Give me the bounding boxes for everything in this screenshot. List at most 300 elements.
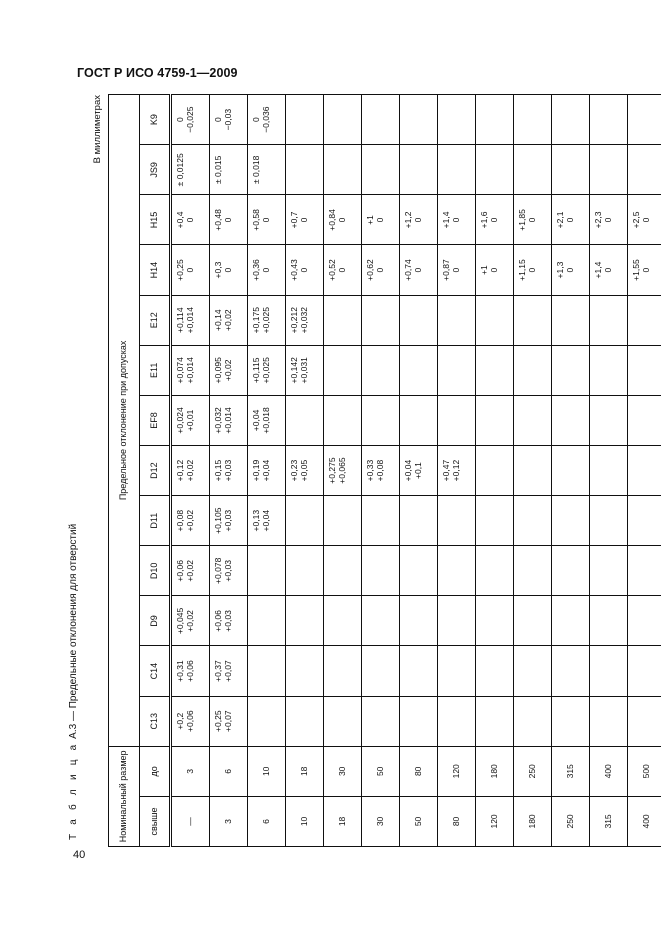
cell-value: +0,33 bbox=[365, 459, 375, 482]
deviation-cell bbox=[171, 395, 210, 445]
page-number: 40 bbox=[73, 849, 86, 861]
cell-value: +0,31 bbox=[175, 660, 185, 682]
deviation-cell bbox=[362, 646, 400, 696]
cell-value: 0 bbox=[450, 217, 461, 223]
deviation-cell bbox=[628, 446, 661, 496]
cell-value: 0 bbox=[526, 217, 537, 223]
deviation-cell bbox=[171, 145, 210, 195]
deviation-cell bbox=[514, 295, 552, 345]
column-header: D11 bbox=[140, 496, 171, 546]
table-row bbox=[628, 95, 661, 847]
deviation-cell bbox=[324, 95, 362, 145]
cell-value: +0,23 bbox=[289, 459, 299, 482]
deviation-cell bbox=[171, 345, 210, 395]
cell-value: +0,045 bbox=[175, 607, 185, 635]
nominal-size-cell bbox=[324, 796, 362, 846]
deviation-cell bbox=[286, 245, 324, 295]
cell-value: 3 bbox=[222, 819, 233, 824]
deviation-cell bbox=[476, 496, 514, 546]
cell-value: 0 bbox=[336, 267, 347, 273]
cell-value: 0 bbox=[175, 117, 185, 123]
cell-value: 18 bbox=[298, 766, 309, 777]
deviation-cell bbox=[286, 446, 324, 496]
cell-value: 10 bbox=[260, 766, 271, 777]
cell-value: +0,02 bbox=[184, 459, 195, 482]
deviation-cell bbox=[476, 646, 514, 696]
deviation-cell bbox=[628, 596, 661, 646]
column-header: D12 bbox=[140, 446, 171, 496]
deviation-cell bbox=[590, 596, 628, 646]
cell-value: 6 bbox=[222, 768, 233, 774]
deviation-cell bbox=[552, 496, 590, 546]
cell-value: +0,13 bbox=[251, 509, 261, 532]
nominal-size-cell bbox=[210, 796, 248, 846]
cell-value: +1,2 bbox=[403, 211, 413, 229]
cell-value: 250 bbox=[526, 764, 537, 779]
cell-value: +0,065 bbox=[336, 457, 347, 484]
cell-value: 0 bbox=[564, 267, 575, 273]
nominal-size-cell bbox=[171, 796, 210, 846]
deviation-cell bbox=[438, 145, 476, 195]
cell-value: +0,078 bbox=[213, 557, 223, 584]
cell-value: +0,07 bbox=[222, 660, 233, 682]
cell-value: +0,014 bbox=[184, 307, 195, 334]
table-row bbox=[514, 95, 552, 847]
cell-value: +1,4 bbox=[441, 211, 451, 229]
cell-value: 3 bbox=[184, 768, 195, 774]
nominal-size-cell bbox=[400, 746, 438, 796]
units-note: В миллиметрах bbox=[92, 95, 103, 164]
deviation-cell bbox=[362, 395, 400, 445]
cell-value: 30 bbox=[336, 766, 347, 777]
deviation-cell bbox=[628, 546, 661, 596]
deviation-cell bbox=[286, 546, 324, 596]
deviation-cell bbox=[286, 696, 324, 746]
cell-value: +0,7 bbox=[289, 211, 299, 229]
cell-value: +0,25 bbox=[213, 710, 223, 732]
deviation-cell bbox=[248, 646, 286, 696]
cell-value: 120 bbox=[450, 764, 461, 779]
deviation-cell bbox=[362, 295, 400, 345]
deviation-cell bbox=[400, 496, 438, 546]
deviation-cell bbox=[286, 195, 324, 245]
deviation-cell bbox=[362, 446, 400, 496]
column-header: H14 bbox=[140, 245, 171, 295]
cell-value: +0,84 bbox=[327, 209, 337, 231]
deviation-cell bbox=[324, 245, 362, 295]
cell-value: +1 bbox=[479, 265, 489, 275]
deviation-cell bbox=[286, 496, 324, 546]
column-header: K9 bbox=[140, 95, 171, 145]
deviation-cell bbox=[171, 546, 210, 596]
deviation-cell bbox=[628, 696, 661, 746]
deviation-cell bbox=[286, 295, 324, 345]
column-header: D9 bbox=[140, 596, 171, 646]
deviation-cell bbox=[552, 546, 590, 596]
deviation-cell bbox=[210, 145, 248, 195]
nominal-size-cell bbox=[628, 796, 661, 846]
deviation-cell bbox=[400, 95, 438, 145]
cell-value: 6 bbox=[260, 819, 271, 824]
table-row bbox=[362, 95, 400, 847]
cell-value: +1,85 bbox=[517, 209, 527, 231]
deviation-cell bbox=[514, 195, 552, 245]
cell-value: 50 bbox=[374, 766, 385, 777]
cell-value: +0,2 bbox=[175, 712, 185, 730]
cell-value: 400 bbox=[640, 814, 651, 829]
deviation-cell bbox=[248, 546, 286, 596]
cell-value: +0,114 bbox=[175, 307, 185, 333]
cell-value: +0,48 bbox=[213, 209, 223, 231]
deviation-cell bbox=[438, 245, 476, 295]
cell-value: +1,15 bbox=[517, 259, 527, 281]
deviation-cell bbox=[210, 696, 248, 746]
cell-value: 180 bbox=[526, 814, 537, 829]
deviation-cell bbox=[210, 546, 248, 596]
cell-value: +0,024 bbox=[175, 407, 185, 434]
deviation-cell bbox=[286, 395, 324, 445]
deviation-cell bbox=[552, 345, 590, 395]
deviation-cell bbox=[552, 696, 590, 746]
deviation-cell bbox=[248, 496, 286, 546]
deviation-cell bbox=[552, 646, 590, 696]
deviation-cell bbox=[476, 446, 514, 496]
deviation-cell bbox=[324, 696, 362, 746]
column-header: C14 bbox=[140, 646, 171, 696]
deviation-cell bbox=[324, 546, 362, 596]
deviation-cell bbox=[400, 596, 438, 646]
deviation-cell bbox=[400, 546, 438, 596]
deviation-cell bbox=[324, 446, 362, 496]
deviation-cell bbox=[476, 395, 514, 445]
deviation-cell bbox=[248, 95, 286, 145]
deviation-cell bbox=[438, 195, 476, 245]
deviation-cell bbox=[210, 195, 248, 245]
deviation-cell bbox=[476, 95, 514, 145]
nominal-size-cell bbox=[438, 796, 476, 846]
cell-value: 500 bbox=[640, 764, 651, 779]
deviation-cell bbox=[210, 496, 248, 546]
deviation-cell bbox=[476, 596, 514, 646]
deviation-cell bbox=[590, 145, 628, 195]
deviation-cell bbox=[286, 145, 324, 195]
cell-value: +0,08 bbox=[175, 509, 185, 532]
deviation-cell bbox=[514, 546, 552, 596]
deviation-cell bbox=[362, 345, 400, 395]
deviation-cell bbox=[590, 95, 628, 145]
cell-value: +0,02 bbox=[184, 509, 195, 532]
cell-value: +0,08 bbox=[374, 459, 385, 482]
column-header: свыше bbox=[140, 796, 171, 846]
cell-value: 120 bbox=[488, 814, 499, 829]
deviation-cell bbox=[590, 496, 628, 546]
deviation-cell bbox=[514, 345, 552, 395]
deviation-cell bbox=[210, 395, 248, 445]
deviation-cell bbox=[286, 345, 324, 395]
cell-value: +0,36 bbox=[251, 259, 261, 281]
cell-value: 0 bbox=[222, 217, 233, 223]
cell-value: ± 0,0125 bbox=[175, 153, 185, 187]
deviation-cell bbox=[514, 245, 552, 295]
nominal-size-cell bbox=[628, 746, 661, 796]
cell-value: 0 bbox=[488, 267, 499, 273]
cell-value: +0,025 bbox=[260, 357, 271, 384]
deviation-cell bbox=[628, 195, 661, 245]
cell-value: −0,025 bbox=[184, 106, 195, 133]
deviation-cell bbox=[438, 395, 476, 445]
cell-value: 0 bbox=[488, 217, 499, 223]
deviation-cell bbox=[552, 195, 590, 245]
deviation-cell bbox=[248, 395, 286, 445]
cell-value: +0,25 bbox=[175, 259, 185, 281]
deviation-cell bbox=[210, 446, 248, 496]
deviation-cell bbox=[590, 245, 628, 295]
table-caption-text: А.3 — Предельные отклонения для отверстий bbox=[68, 523, 79, 739]
deviation-cell bbox=[400, 145, 438, 195]
cell-value: +0,47 bbox=[441, 459, 451, 482]
deviation-cell bbox=[514, 696, 552, 746]
cell-value: +0,095 bbox=[213, 357, 223, 384]
cell-value: +0,105 bbox=[213, 507, 223, 534]
cell-value: +0,018 bbox=[260, 407, 271, 434]
deviation-cell bbox=[552, 245, 590, 295]
cell-value: +0,032 bbox=[213, 407, 223, 434]
table-row bbox=[324, 95, 362, 847]
deviation-cell bbox=[628, 145, 661, 195]
cell-value: +0,04 bbox=[403, 459, 413, 482]
cell-value: 0 bbox=[184, 217, 195, 223]
deviation-cell bbox=[171, 446, 210, 496]
nominal-size-cell bbox=[514, 796, 552, 846]
deviation-cell bbox=[590, 446, 628, 496]
cell-value: 0 bbox=[298, 267, 309, 273]
nominal-size-cell bbox=[400, 796, 438, 846]
nominal-size-cell bbox=[324, 746, 362, 796]
deviation-cell bbox=[628, 395, 661, 445]
deviation-cell bbox=[476, 145, 514, 195]
deviation-cell bbox=[248, 345, 286, 395]
cell-value: 0 bbox=[213, 117, 223, 123]
deviation-cell bbox=[210, 646, 248, 696]
table-row bbox=[476, 95, 514, 847]
deviation-cell bbox=[171, 245, 210, 295]
cell-value: +0,031 bbox=[298, 357, 309, 384]
deviation-cell bbox=[210, 295, 248, 345]
deviation-cell bbox=[400, 446, 438, 496]
deviation-cell bbox=[210, 596, 248, 646]
deviation-cell bbox=[438, 345, 476, 395]
deviation-cell bbox=[514, 646, 552, 696]
deviation-cell bbox=[286, 95, 324, 145]
cell-value: ± 0,015 bbox=[213, 155, 223, 184]
cell-value: +0,115 bbox=[251, 357, 261, 384]
deviation-cell bbox=[438, 696, 476, 746]
deviation-cell bbox=[476, 345, 514, 395]
deviation-cell bbox=[286, 646, 324, 696]
deviation-cell bbox=[628, 295, 661, 345]
column-header: C13 bbox=[140, 696, 171, 746]
cell-value: 18 bbox=[336, 816, 347, 827]
deviation-cell bbox=[438, 546, 476, 596]
cell-value: 0 bbox=[260, 267, 271, 273]
column-header: JS9 bbox=[140, 145, 171, 195]
cell-value: 80 bbox=[412, 766, 423, 777]
deviation-cell bbox=[324, 345, 362, 395]
deviation-cell bbox=[248, 696, 286, 746]
nominal-size-cell bbox=[552, 796, 590, 846]
cell-value: +0,62 bbox=[365, 259, 375, 281]
nominal-size-cell bbox=[590, 746, 628, 796]
nominal-size-cell bbox=[362, 796, 400, 846]
deviation-cell bbox=[324, 395, 362, 445]
deviation-cell bbox=[514, 446, 552, 496]
cell-value: +0,4 bbox=[175, 211, 185, 229]
nominal-size-cell bbox=[362, 746, 400, 796]
cell-value: +1,6 bbox=[479, 211, 489, 229]
deviation-cell bbox=[628, 245, 661, 295]
cell-value: +0,03 bbox=[222, 560, 233, 582]
nominal-size-cell bbox=[476, 796, 514, 846]
deviation-cell bbox=[552, 145, 590, 195]
deviation-cell bbox=[362, 696, 400, 746]
table-row bbox=[552, 95, 590, 847]
deviation-cell bbox=[400, 295, 438, 345]
deviation-cell bbox=[400, 195, 438, 245]
cell-value: 10 bbox=[298, 816, 309, 827]
cell-value: 0 bbox=[251, 117, 261, 123]
cell-value: +0,04 bbox=[260, 509, 271, 532]
cell-value: +0,87 bbox=[441, 259, 451, 281]
nominal-size-cell bbox=[286, 746, 324, 796]
cell-value: +1 bbox=[365, 215, 375, 225]
cell-value: +0,52 bbox=[327, 259, 337, 281]
cell-value: 315 bbox=[564, 764, 575, 779]
table-row bbox=[171, 95, 210, 847]
column-header: EF8 bbox=[140, 395, 171, 445]
nominal-size-cell bbox=[248, 746, 286, 796]
table-row bbox=[286, 95, 324, 847]
rotated-table-block bbox=[65, 95, 651, 847]
deviation-cell bbox=[552, 446, 590, 496]
cell-value: +0,014 bbox=[222, 407, 233, 434]
deviation-cell bbox=[476, 696, 514, 746]
column-header: D10 bbox=[140, 546, 171, 596]
cell-value: +0,02 bbox=[222, 359, 233, 382]
deviation-cell bbox=[476, 245, 514, 295]
deviation-cell bbox=[171, 696, 210, 746]
cell-value: 315 bbox=[602, 814, 613, 829]
deviation-cell bbox=[286, 596, 324, 646]
cell-value: +0,02 bbox=[184, 560, 195, 582]
cell-value: 180 bbox=[488, 764, 499, 779]
table-row bbox=[248, 95, 286, 847]
deviation-cell bbox=[362, 95, 400, 145]
nominal-size-cell bbox=[248, 796, 286, 846]
deviation-cell bbox=[210, 345, 248, 395]
nominal-size-cell bbox=[476, 746, 514, 796]
deviation-cell bbox=[324, 646, 362, 696]
deviation-cell bbox=[324, 195, 362, 245]
deviation-cell bbox=[590, 696, 628, 746]
cell-value: +1,55 bbox=[631, 259, 641, 281]
deviation-cell bbox=[552, 395, 590, 445]
cell-value: +0,06 bbox=[213, 610, 223, 632]
deviation-cell bbox=[248, 446, 286, 496]
cell-value: +0,12 bbox=[450, 459, 461, 482]
deviation-cell bbox=[590, 195, 628, 245]
deviation-cell bbox=[171, 646, 210, 696]
cell-value: +0,19 bbox=[251, 459, 261, 482]
deviation-cell bbox=[324, 295, 362, 345]
cell-value: +0,025 bbox=[260, 307, 271, 334]
deviation-cell bbox=[248, 295, 286, 345]
deviation-cell bbox=[400, 646, 438, 696]
cell-value: +0,07 bbox=[222, 710, 233, 732]
nominal-size-cell bbox=[552, 746, 590, 796]
cell-value: +0,142 bbox=[289, 357, 299, 384]
nominal-size-cell bbox=[210, 746, 248, 796]
deviation-cell bbox=[476, 546, 514, 596]
cell-value: 0 bbox=[602, 217, 613, 223]
deviation-cell bbox=[438, 646, 476, 696]
deviation-cell bbox=[590, 345, 628, 395]
cell-value: +0,04 bbox=[251, 409, 261, 432]
column-header: E11 bbox=[140, 345, 171, 395]
cell-value: +0,01 bbox=[184, 409, 195, 432]
tolerance-table bbox=[108, 94, 661, 847]
cell-value: +0,212 bbox=[289, 307, 299, 334]
cell-value: 0 bbox=[298, 217, 309, 223]
deviation-cell bbox=[514, 395, 552, 445]
cell-value: 400 bbox=[602, 764, 613, 779]
deviation-cell bbox=[590, 395, 628, 445]
deviation-cell bbox=[438, 496, 476, 546]
group-header-row bbox=[109, 95, 140, 847]
deviation-cell bbox=[476, 295, 514, 345]
cell-value: +0,12 bbox=[175, 459, 185, 482]
cell-value: +0,03 bbox=[222, 459, 233, 482]
deviation-cell bbox=[400, 395, 438, 445]
deviation-cell bbox=[362, 245, 400, 295]
cell-value: +0,14 bbox=[213, 309, 223, 331]
cell-value: 0 bbox=[412, 217, 423, 223]
cell-value: 0 bbox=[412, 267, 423, 273]
cell-value: 0 bbox=[564, 217, 575, 223]
deviation-cell bbox=[171, 95, 210, 145]
cell-value: −0,036 bbox=[260, 106, 271, 133]
deviation-cell bbox=[248, 145, 286, 195]
cell-value: 50 bbox=[412, 816, 423, 827]
deviation-cell bbox=[590, 546, 628, 596]
cell-value: +0,58 bbox=[251, 209, 261, 231]
cell-value: 0 bbox=[374, 267, 385, 273]
cell-value: +0,03 bbox=[222, 509, 233, 532]
cell-value: ± 0,018 bbox=[251, 155, 261, 184]
deviation-cell bbox=[438, 295, 476, 345]
table-row bbox=[400, 95, 438, 847]
document-code-header: ГОСТ Р ИСО 4759-1—2009 bbox=[77, 66, 238, 80]
cell-value: 0 bbox=[260, 217, 271, 223]
column-header: до bbox=[140, 746, 171, 796]
table-row bbox=[590, 95, 628, 847]
cell-value: +0,43 bbox=[289, 259, 299, 281]
table-row bbox=[438, 95, 476, 847]
cell-value: 0 bbox=[222, 267, 233, 273]
deviation-cell bbox=[438, 446, 476, 496]
nominal-size-cell bbox=[514, 746, 552, 796]
cell-value: +0,74 bbox=[403, 259, 413, 281]
cell-value: +0,04 bbox=[260, 459, 271, 482]
